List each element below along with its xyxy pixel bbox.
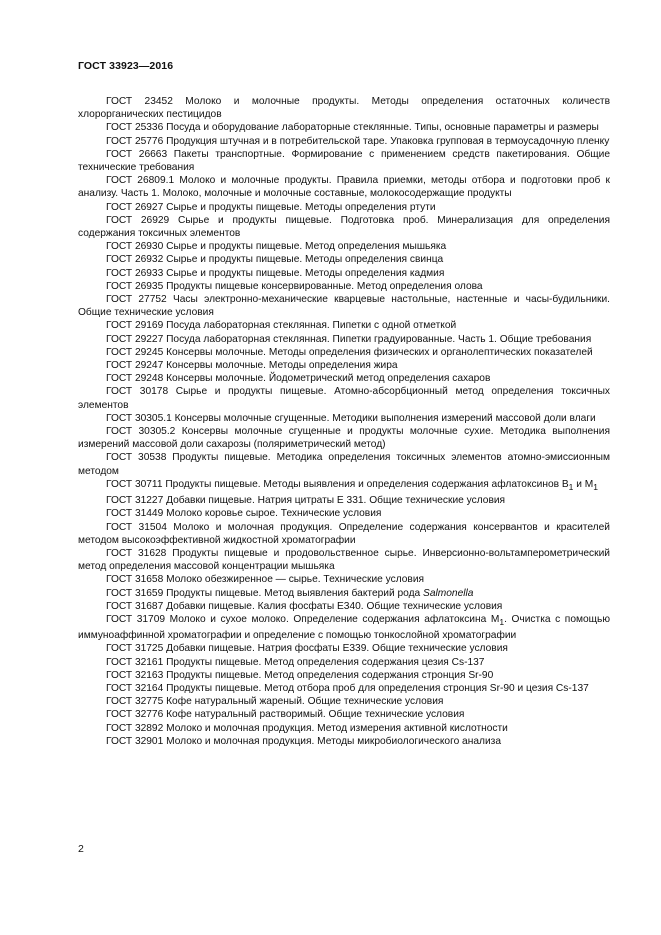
- reference-item: ГОСТ 27752 Часы электронно-механические кварцевые настольные, настенные и часы-будильники. Общие технические условия: [78, 294, 610, 319]
- reference-italic-term: Salmonella: [423, 587, 474, 599]
- reference-item: ГОСТ 26927 Сырье и продукты пищевые. Методы определения ртути: [106, 201, 436, 213]
- reference-item: ГОСТ 26933 Сырье и продукты пищевые. Методы определения кадмия: [106, 267, 445, 279]
- reference-item: [78, 587, 610, 600]
- reference-item: ГОСТ 31725 Добавки пищевые. Натрия фосфаты Е339. Общие технические условия: [106, 643, 508, 655]
- page-number: 2: [78, 843, 84, 855]
- reference-item: ГОСТ 32892 Молоко и молочная продукция. Метод измерения активной кислотности: [106, 722, 508, 734]
- reference-item: ГОСТ 26809.1 Молоко и молочные продукты. Правила приемки, методы отбора и подготовки проб к анализу. Часть 1. Молоко, молочные и молочные составные, молокосодержащие продукты: [78, 175, 610, 200]
- reference-subscript: 1: [499, 616, 505, 627]
- reference-text-continued: и M: [573, 478, 594, 490]
- reference-item: ГОСТ 31658 Молоко обезжиренное — сырье. Технические условия: [106, 574, 425, 586]
- normative-references-list: [78, 95, 610, 748]
- reference-item: ГОСТ 26929 Сырье и продукты пищевые. Подготовка проб. Минерализация для определения содержания токсичных элементов: [78, 214, 610, 240]
- reference-item: ГОСТ 30305.1 Консервы молочные сгущенные. Методики выполнения измерений массовой доли влаги: [106, 412, 596, 424]
- reference-item: ГОСТ 30178 Сырье и продукты пищевые. Атомно-абсорбционный метод определения токсичных элементов: [78, 386, 610, 411]
- reference-item: ГОСТ 32163 Продукты пищевые. Метод определения содержания стронция Sr-90: [106, 669, 494, 681]
- reference-item: ГОСТ 30538 Продукты пищевые. Методика определения токсичных элементов атомно-эмиссионным методом: [78, 452, 610, 477]
- reference-item: ГОСТ 32901 Молоко и молочная продукция. Методы микробиологического анализа: [106, 735, 501, 747]
- reference-item: ГОСТ 25776 Продукция штучная и в потребительской таре. Упаковка групповая в термоусадочную пленку: [106, 135, 610, 147]
- reference-text-continued: . Очистка с помощью иммуноаффинной хроматографии и определение с помощью тонкослойной хроматографии: [78, 613, 610, 642]
- reference-item: ГОСТ 31449 Молоко коровье сырое. Технические условия: [106, 508, 382, 520]
- reference-item: [78, 613, 610, 642]
- reference-item: ГОСТ 23452 Молоко и молочные продукты. Методы определения остаточных количеств хлорорганических пестицидов: [78, 96, 610, 121]
- reference-item: ГОСТ 25336 Посуда и оборудование лабораторные стеклянные. Типы, основные параметры и размеры: [106, 122, 599, 134]
- reference-item: ГОСТ 26935 Продукты пищевые консервированные. Метод определения олова: [106, 280, 483, 292]
- reference-subscript: 1: [568, 481, 574, 492]
- standard-header: ГОСТ 33923—2016: [78, 60, 174, 72]
- reference-item: ГОСТ 29169 Посуда лабораторная стеклянная. Пипетки с одной отметкой: [106, 320, 457, 332]
- reference-item: ГОСТ 26663 Пакеты транспортные. Формирование с применением средств пакетирования. Общие технические требования: [78, 148, 610, 174]
- reference-item: ГОСТ 31504 Молоко и молочная продукция. Определение содержания консервантов и красителей методом высокоэффективной жидкостной хроматографии: [78, 521, 610, 546]
- reference-text: ГОСТ 31709 Молоко и сухое молоко. Определение содержания афлатоксина M: [106, 613, 500, 625]
- reference-subscript: 1: [593, 481, 598, 492]
- reference-item: ГОСТ 29248 Консервы молочные. Йодометрический метод определения сахаров: [106, 373, 491, 385]
- reference-item: ГОСТ 31628 Продукты пищевые и продовольственное сырье. Инверсионно-вольтамперометрический метод определения массовой концентрации мышьяка: [78, 547, 610, 573]
- reference-item: ГОСТ 26930 Сырье и продукты пищевые. Метод определения мышьяка: [106, 241, 447, 253]
- reference-item: ГОСТ 31227 Добавки пищевые. Натрия цитраты Е 331. Общие технические условия: [106, 495, 506, 507]
- reference-item: ГОСТ 32775 Кофе натуральный жареный. Общие технические условия: [106, 696, 444, 708]
- reference-item: ГОСТ 29245 Консервы молочные. Методы определения физических и органолептических показателей: [106, 346, 593, 358]
- reference-item: ГОСТ 31687 Добавки пищевые. Калия фосфаты Е340. Общие технические условия: [106, 600, 503, 612]
- reference-item: [78, 478, 610, 494]
- reference-item: ГОСТ 30305.2 Консервы молочные сгущенные и продукты молочные сухие. Методика выполнения измерений массовой доли сахарозы (поляриметрический метод): [78, 426, 610, 451]
- reference-item: ГОСТ 32776 Кофе натуральный растворимый. Общие технические условия: [106, 709, 465, 721]
- reference-item: ГОСТ 29247 Консервы молочные. Методы определения жира: [106, 360, 398, 372]
- reference-item: ГОСТ 32161 Продукты пищевые. Метод определения содержания цезия Cs-137: [106, 656, 485, 668]
- reference-item: ГОСТ 32164 Продукты пищевые. Метод отбора проб для определения стронция Sr-90 и цезия Cs-137: [106, 683, 589, 694]
- reference-item: ГОСТ 29227 Посуда лабораторная стеклянная. Пипетки градуированные. Часть 1. Общие требования: [106, 333, 592, 345]
- reference-text: ГОСТ 30711 Продукты пищевые. Методы выявления и определения содержания афлатоксинов B: [106, 478, 569, 490]
- reference-text: ГОСТ 31659 Продукты пищевые. Метод выявления бактерий рода: [106, 587, 424, 599]
- reference-item: ГОСТ 26932 Сырье и продукты пищевые. Методы определения свинца: [106, 254, 444, 266]
